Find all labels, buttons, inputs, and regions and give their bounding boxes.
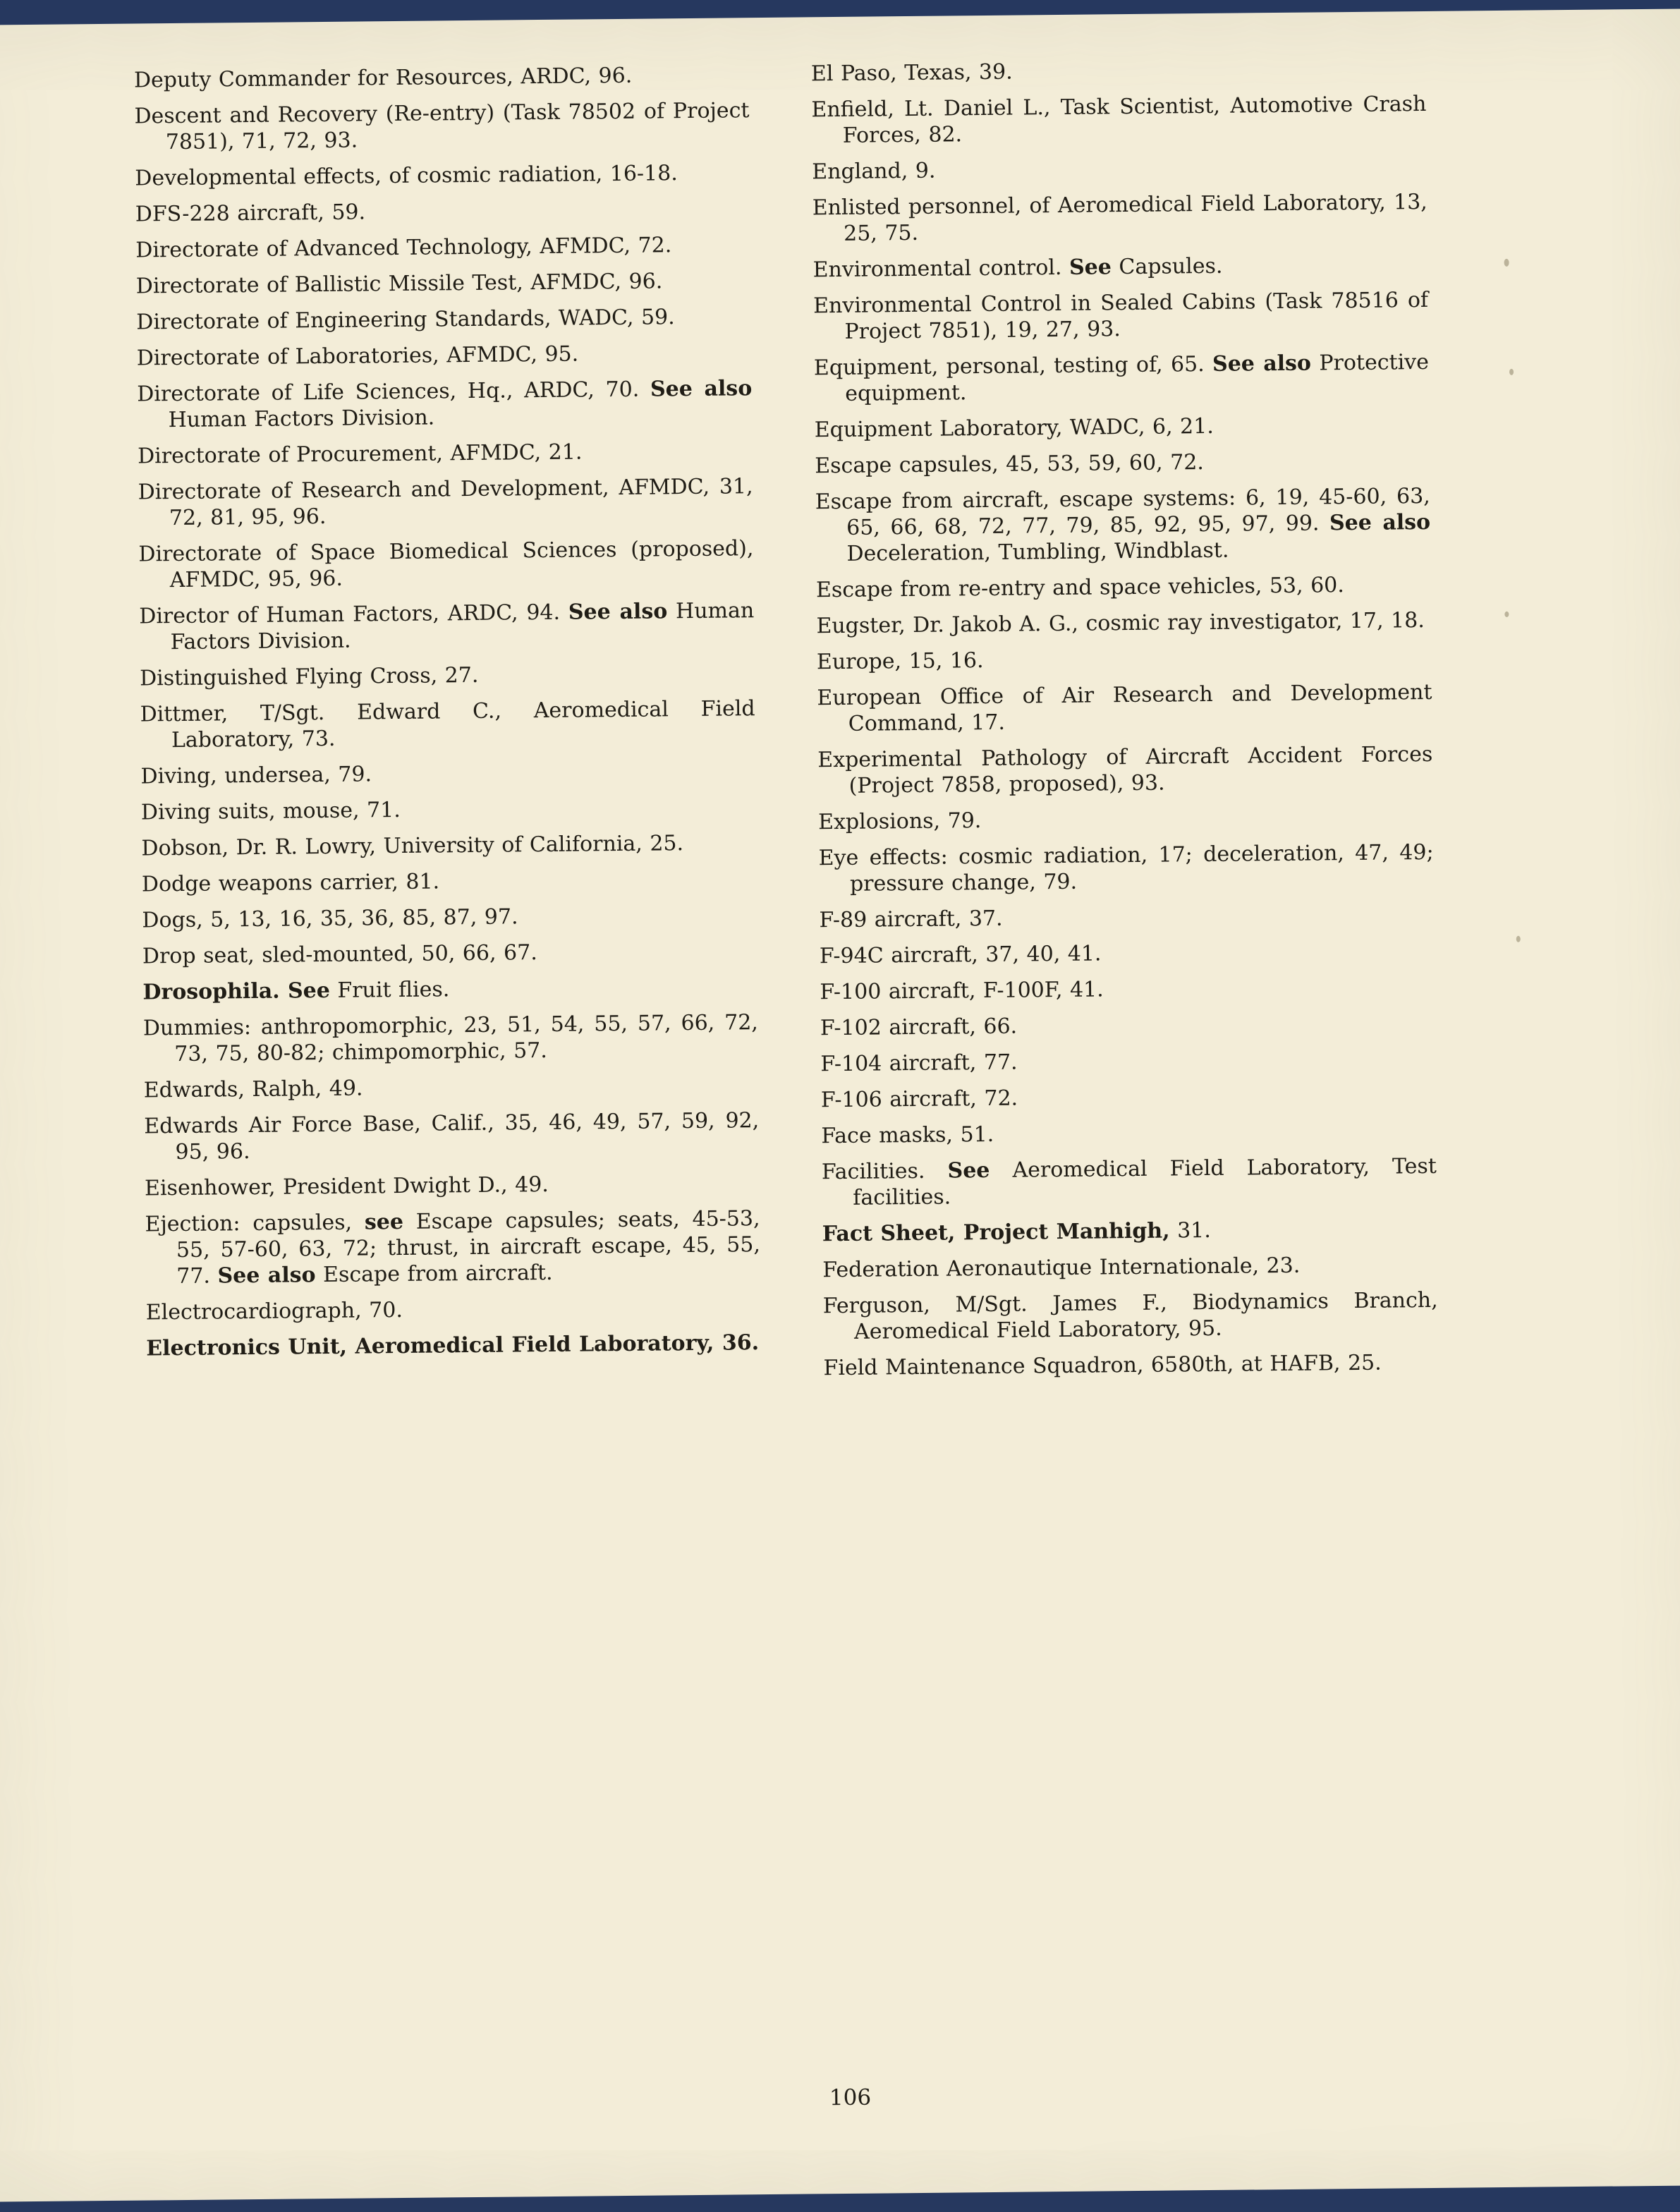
index-entry: Ferguson, M/Sgt. James F., Biodynamics Branch, Aeromedical Field Laboratory, 95. xyxy=(822,1287,1438,1344)
index-entry: Directorate of Engineering Standards, WADC, 59. xyxy=(136,305,675,335)
index-entry: Edwards, Ralph, 49. xyxy=(143,1076,363,1103)
index-entry: F-104 aircraft, 77. xyxy=(820,1050,1018,1077)
index-entry: Ejection: capsules, see Escape capsules; seats, 45-53, 55, 57-60, 63, 72; thrust, in aircraft escape, 45, 55, 77. See also Escape from aircraft. xyxy=(145,1206,761,1289)
index-entry: Explosions, 79. xyxy=(817,808,982,835)
index-entry: Drosophila. See Fruit flies. xyxy=(142,977,450,1005)
index-entry: Directorate of Research and Development, AFMDC, 31, 72, 81, 95, 96. xyxy=(138,474,753,531)
index-content xyxy=(134,55,1439,1397)
index-entry: Face masks, 51. xyxy=(821,1122,994,1149)
index-entry: El Paso, Texas, 39. xyxy=(810,59,1013,87)
index-entry: F-102 aircraft, 66. xyxy=(820,1014,1018,1041)
index-entry: Experimental Pathology of Aircraft Accident Forces (Project 7858, proposed), 93. xyxy=(817,741,1433,798)
index-entry: Equipment Laboratory, WADC, 6, 21. xyxy=(814,413,1214,443)
index-entry: Director of Human Factors, ARDC, 94. See also Human Factors Division. xyxy=(139,598,755,655)
index-column-left xyxy=(134,61,762,1397)
index-entry: Directorate of Life Sciences, Hq., ARDC, 70. See also Human Factors Division. xyxy=(137,376,753,433)
index-entry: Directorate of Laboratories, AFMDC, 95. xyxy=(136,341,579,371)
index-entry: F-94C aircraft, 37, 40, 41. xyxy=(819,941,1102,969)
index-entry: Enfield, Lt. Daniel L., Task Scientist, Automotive Crash Forces, 82. xyxy=(811,91,1427,148)
index-entry: F-89 aircraft, 37. xyxy=(819,906,1003,933)
index-entry: Federation Aeronautique Internationale, 23. xyxy=(822,1253,1301,1283)
index-entry: Dogs, 5, 13, 16, 35, 36, 85, 87, 97. xyxy=(142,904,518,933)
index-entry: Electronics Unit, Aeromedical Field Laboratory, 36. xyxy=(146,1330,760,1361)
scanned-page xyxy=(0,8,1680,2201)
page-number: 106 xyxy=(829,2084,872,2111)
index-entry: Escape from re-entry and space vehicles, 53, 60. xyxy=(815,573,1344,603)
index-entry: DFS-228 aircraft, 59. xyxy=(135,200,366,227)
index-entry: Escape capsules, 45, 53, 59, 60, 72. xyxy=(815,450,1205,479)
index-entry: F-100 aircraft, F-100F, 41. xyxy=(820,977,1104,1005)
index-entry: Environmental control. See Capsules. xyxy=(812,253,1223,283)
index-entry: Fact Sheet, Project Manhigh, 31. xyxy=(822,1217,1211,1247)
index-entry: Environmental Control in Sealed Cabins (Task 78516 of Project 7851), 19, 27, 93. xyxy=(812,287,1429,344)
index-entry: Europe, 15, 16. xyxy=(816,648,984,675)
index-entry: Dummies: anthropomorphic, 23, 51, 54, 55, 57, 66, 72, 73, 75, 80-82; chimpomorphic, 57. xyxy=(142,1010,759,1067)
index-entry: Equipment, personal, testing of, 65. See also Protective equipment. xyxy=(813,349,1430,406)
index-entry: Diving suits, mouse, 71. xyxy=(140,797,401,825)
scan-speck xyxy=(1504,612,1509,617)
index-entry: Escape from aircraft, escape systems: 6, 19, 45-60, 63, 65, 66, 68, 72, 77, 79, 85, 92, 95, 97, 99. See also Deceleration, Tumbling, Windblast. xyxy=(815,483,1431,566)
index-entry: Dobson, Dr. R. Lowry, University of California, 25. xyxy=(141,831,684,861)
index-entry: Directorate of Ballistic Missile Test, AFMDC, 96. xyxy=(135,269,663,299)
index-entry: Deputy Commander for Resources, ARDC, 96. xyxy=(133,63,633,93)
index-entry: Eisenhower, President Dwight D., 49. xyxy=(144,1172,549,1201)
index-entry: England, 9. xyxy=(812,158,936,185)
index-entry: Distinguished Flying Cross, 27. xyxy=(139,662,479,691)
index-entry: Electrocardiograph, 70. xyxy=(145,1297,403,1325)
index-entry: Field Maintenance Squadron, 6580th, at HAFB, 25. xyxy=(823,1350,1382,1381)
index-entry: Directorate of Advanced Technology, AFMDC, 72. xyxy=(135,233,672,263)
index-column-right xyxy=(811,55,1439,1391)
index-entry: Dodge weapons carrier, 81. xyxy=(141,869,440,897)
index-entry: Directorate of Procurement, AFMDC, 21. xyxy=(137,439,583,469)
scan-speck xyxy=(1509,369,1514,375)
index-entry: Dittmer, T/Sgt. Edward C., Aeromedical Field Laboratory, 73. xyxy=(140,696,755,753)
index-entry: Facilities. See Aeromedical Field Laboratory, Test facilities. xyxy=(821,1153,1437,1210)
index-entry: F-106 aircraft, 72. xyxy=(820,1086,1018,1113)
index-entry: Eugster, Dr. Jakob A. G., cosmic ray investigator, 17, 18. xyxy=(816,608,1425,639)
index-entry: Enlisted personnel, of Aeromedical Field Laboratory, 13, 25, 75. xyxy=(812,189,1428,246)
index-entry: Developmental effects, of cosmic radiation, 16-18. xyxy=(135,161,678,191)
index-entry: Descent and Recovery (Re-entry) (Task 78502 of Project 7851), 71, 72, 93. xyxy=(134,98,750,155)
index-entry: Diving, undersea, 79. xyxy=(140,762,372,789)
index-entry: Directorate of Space Biomedical Sciences (proposed), AFMDC, 95, 96. xyxy=(138,536,754,593)
index-entry: Edwards Air Force Base, Calif., 35, 46, 49, 57, 59, 92, 95, 96. xyxy=(144,1108,760,1165)
index-entry: Eye effects: cosmic radiation, 17; deceleration, 47, 49; pressure change, 79. xyxy=(818,839,1434,897)
index-entry: Drop seat, sled-mounted, 50, 66, 67. xyxy=(142,940,537,969)
scan-speck xyxy=(1504,259,1509,267)
index-entry: European Office of Air Research and Development Command, 17. xyxy=(817,679,1432,736)
scan-speck xyxy=(1516,936,1521,942)
